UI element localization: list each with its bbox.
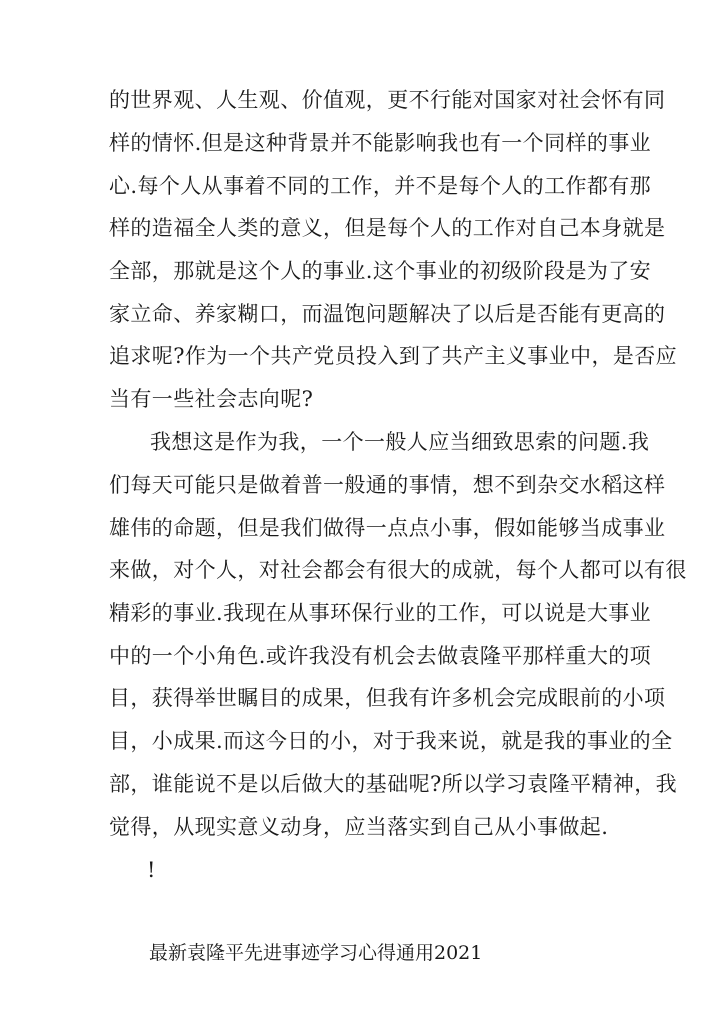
paragraph-line: 部，谁能说不是以后做大的基础呢?所以学习袁隆平精神，我 xyxy=(109,772,678,796)
paragraph-line: 样的情怀.但是这种背景并不能影响我也有一个同样的事业 xyxy=(109,131,652,155)
paragraph-line: 们每天可能只是做着普一般通的事情，想不到杂交水稻这样 xyxy=(109,473,666,497)
paragraph-line: 雄伟的命题，但是我们做得一点点小事，假如能够当成事业 xyxy=(109,516,666,540)
paragraph-line: 精彩的事业.我现在从事环保行业的工作，可以说是大事业 xyxy=(109,601,652,625)
exclamation-mark: ! xyxy=(147,858,156,882)
paragraph-line: 觉得，从现实意义动身，应当落实到自己从小事做起. xyxy=(109,815,609,839)
paragraph-line: 目，小成果.而这今日的小，对于我来说，就是我的事业的全 xyxy=(109,729,673,753)
paragraph-line: 追求呢?作为一个共产党员投入到了共产主义事业中，是否应 xyxy=(109,344,678,368)
paragraph-line: 的世界观、人生观、价值观，更不行能对国家对社会怀有同 xyxy=(109,88,666,112)
next-article-title: 最新袁隆平先进事迹学习心得通用2021 xyxy=(149,942,483,964)
paragraph-line: 家立命、养家糊口，而温饱问题解决了以后是否能有更高的 xyxy=(109,302,666,326)
paragraph-line: 全部，那就是这个人的事业.这个事业的初级阶段是为了安 xyxy=(109,259,652,283)
paragraph-line: 来做，对个人，对社会都会有很大的成就，每个人都可以有很 xyxy=(109,558,687,582)
paragraph-line: 我想这是作为我，一个一般人应当细致思索的问题.我 xyxy=(150,430,650,454)
paragraph-line: 样的造福全人类的意义，但是每个人的工作对自己本身就是 xyxy=(109,216,666,240)
paragraph-line: 目，获得举世瞩目的成果，但我有许多机会完成眼前的小项 xyxy=(109,686,666,710)
paragraph-line: 中的一个小角色.或许我没有机会去做袁隆平那样重大的项 xyxy=(109,644,652,668)
paragraph-line: 当有一些社会志向呢? xyxy=(109,387,314,411)
paragraph-line: 心.每个人从事着不同的工作，并不是每个人的工作都有那 xyxy=(109,174,652,198)
